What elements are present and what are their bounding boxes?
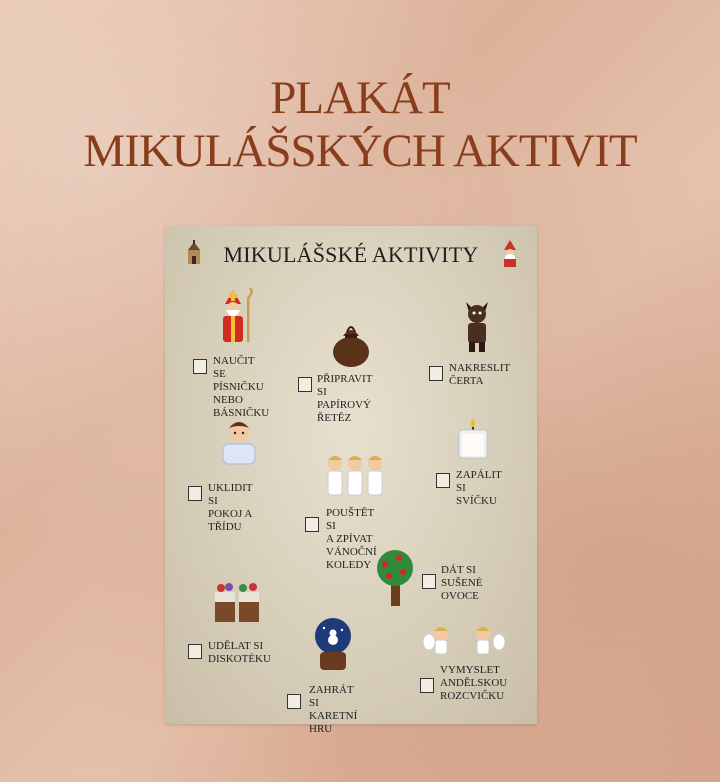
activity-label: VYMYSLET ANDĚLSKOU ROZCVIČKU (440, 664, 508, 702)
fruit-tree-icon (373, 548, 417, 608)
activity-label: DÁT SI SUŠENÉ OVOCE (441, 564, 483, 602)
checkbox[interactable] (422, 574, 436, 589)
boots-icon (211, 582, 263, 624)
checkbox[interactable] (429, 366, 443, 381)
devil-icon (460, 298, 494, 354)
checkbox[interactable] (188, 644, 202, 659)
activity-label: ZAHRÁT SI KARETNÍ HRU (309, 684, 358, 735)
activity-label: UKLIDIT SI POKOJ A TŘÍDU (208, 482, 253, 533)
saint-nicholas-figure-icon (217, 288, 257, 346)
activity-label: NAUČIT SE PÍSNIČKU NEBO BÁSNIČKU (213, 355, 270, 419)
checkbox[interactable] (287, 694, 301, 709)
checkbox[interactable] (188, 486, 202, 501)
saint-nicholas-icon (500, 240, 520, 268)
angels-choir-icon (323, 452, 387, 498)
activity-label: POUŠTĚT SI A ZPÍVAT VÁNOČNÍ KOLEDY (326, 507, 377, 571)
activity-label: PŘIPRAVIT SI PAPÍROVÝ ŘETĚZ (317, 373, 373, 424)
checkbox[interactable] (305, 517, 319, 532)
checkbox[interactable] (420, 678, 434, 693)
child-pillow-icon (221, 418, 257, 466)
page-title-line2: MIKULÁŠSKÝCH AKTIVIT (83, 125, 637, 177)
activity-poster (165, 226, 537, 735)
page-title-line1: PLAKÁT (270, 72, 450, 124)
snow-globe-icon (312, 616, 354, 672)
activity-label: UDĚLAT SI DISKOTÉKU (208, 640, 271, 665)
sack-icon (331, 320, 371, 368)
candle-icon (456, 416, 490, 460)
activity-label: ZAPÁLIT SI SVÍČKU (456, 469, 502, 507)
angel-icon (423, 622, 505, 658)
poster-title: MIKULÁŠSKÉ AKTIVITY (223, 242, 479, 267)
checkbox[interactable] (436, 473, 450, 488)
checkbox[interactable] (193, 359, 207, 374)
checkbox[interactable] (298, 377, 312, 392)
activity-label: NAKRESLIT ČERTA (449, 362, 511, 387)
